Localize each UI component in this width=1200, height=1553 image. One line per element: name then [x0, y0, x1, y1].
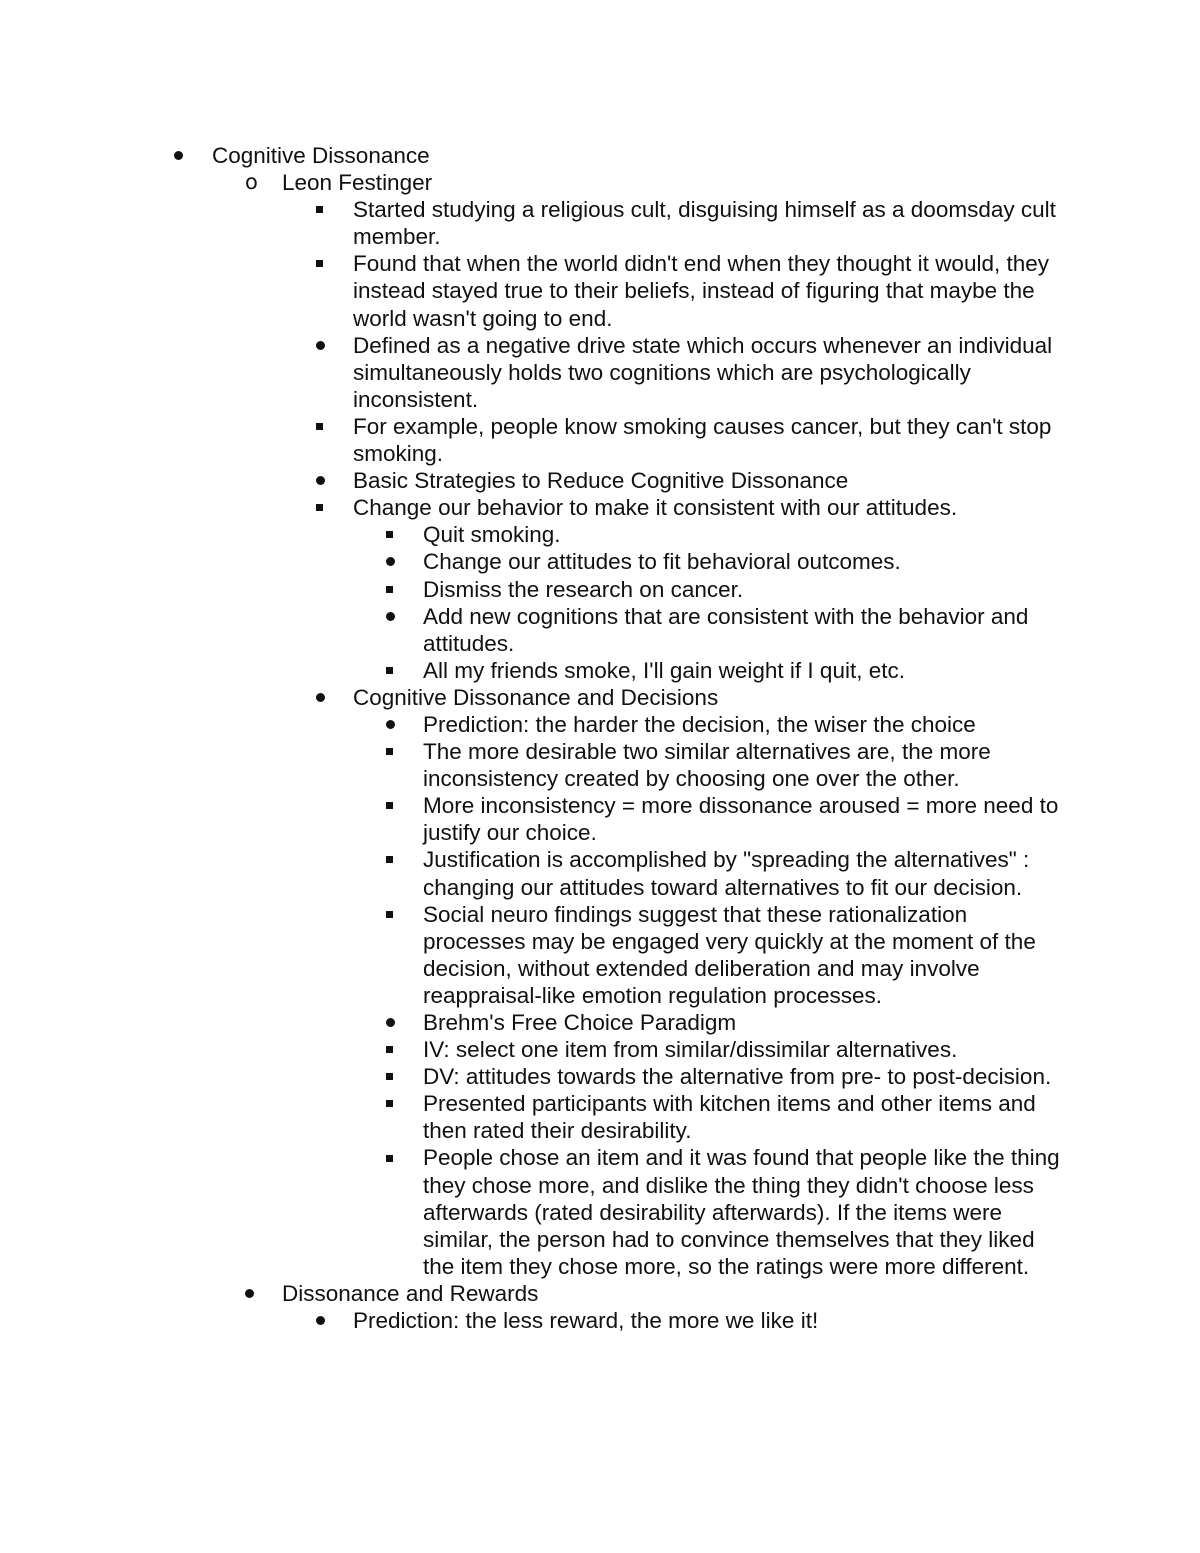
outline-item — [0, 1090, 1068, 1144]
outline-item — [0, 684, 1065, 711]
outline-item — [0, 1009, 1068, 1036]
disc-bullet-icon — [245, 1280, 254, 1307]
disc-bullet-icon — [174, 142, 183, 169]
outline-item — [0, 576, 1068, 603]
outline-item — [0, 250, 1065, 331]
outline-item-text: Justification is accomplished by "spreading the alternatives" : changing our attitudes toward alternatives to fit our decision. — [423, 847, 1030, 900]
square-bullet-icon — [386, 1063, 393, 1090]
square-bullet-icon — [386, 792, 393, 819]
disc-bullet-icon — [316, 684, 325, 711]
outline-item — [0, 1036, 1068, 1063]
square-bullet-icon — [316, 250, 323, 277]
square-bullet-icon — [386, 738, 393, 765]
disc-bullet-icon — [386, 711, 395, 738]
square-bullet-icon — [386, 1036, 393, 1063]
outline-item — [0, 846, 1068, 900]
square-bullet-icon — [386, 521, 393, 548]
outline-item-text: Prediction: the less reward, the more we like it! — [353, 1308, 819, 1334]
outline-item-text: Quit smoking. — [423, 522, 561, 548]
outline-item — [0, 169, 1072, 196]
outline-item — [0, 494, 1065, 521]
outline-item — [0, 142, 1072, 169]
square-bullet-icon — [386, 846, 393, 873]
outline-item — [0, 548, 1068, 575]
square-bullet-icon — [386, 576, 393, 603]
outline-item-text: Brehm's Free Choice Paradigm — [423, 1010, 737, 1035]
outline-item-text: More inconsistency = more dissonance aroused = more need to justify our choice. — [423, 793, 1059, 846]
outline-item-text: DV: attitudes towards the alternative from pre- to post-decision. — [423, 1064, 1052, 1090]
outline-item-text: Prediction: the harder the decision, the wiser the choice — [423, 711, 976, 737]
square-bullet-icon — [386, 657, 393, 684]
disc-bullet-icon — [386, 1009, 395, 1036]
outline-item-text: Add new cognitions that are consistent with the behavior and attitudes. — [423, 603, 1029, 656]
disc-bullet-icon — [386, 603, 395, 630]
outline-item — [0, 1144, 1068, 1279]
outline-item-text: Started studying a religious cult, disguising himself as a doomsday cult member. — [353, 197, 1056, 250]
outline-item-text: Basic Strategies to Reduce Cognitive Dissonance — [353, 468, 849, 494]
outline-item-text: All my friends smoke, I'll gain weight if I quit, etc. — [423, 657, 905, 683]
outline-item — [0, 196, 1065, 250]
outline-item-text: Dismiss the research on cancer. — [423, 576, 744, 602]
outline-item-text: Found that when the world didn't end when they thought it would, they instead stayed true to their beliefs, instead of figuring that maybe the world wasn't going to end. — [353, 251, 1050, 331]
outline-item-text: Cognitive Dissonance and Decisions — [353, 684, 719, 710]
outline-item — [0, 738, 1068, 792]
square-bullet-icon — [316, 413, 323, 440]
square-bullet-icon — [316, 494, 323, 521]
outline-item-text: For example, people know smoking causes cancer, but they can't stop smoking. — [353, 413, 1052, 467]
outline-item — [0, 1280, 1072, 1307]
outline-item — [0, 711, 1068, 738]
notes-outline — [0, 142, 1200, 1334]
square-bullet-icon — [386, 1090, 393, 1117]
square-bullet-icon — [386, 1144, 393, 1171]
outline-item-text: Presented participants with kitchen items and other items and then rated their desirability. — [423, 1091, 1036, 1144]
square-bullet-icon — [386, 901, 393, 928]
outline-item-text: Change our attitudes to fit behavioral outcomes. — [423, 549, 901, 575]
disc-bullet-icon — [316, 1307, 325, 1334]
circle-bullet-icon — [245, 169, 258, 196]
outline-item-text: Change our behavior to make it consistent with our attitudes. — [353, 495, 958, 521]
outline-item — [0, 657, 1068, 684]
outline-item — [0, 901, 1068, 1009]
disc-bullet-icon — [316, 467, 325, 494]
outline-item — [0, 1063, 1068, 1090]
outline-item-text: Social neuro findings suggest that these rationalization processes may be engaged very quickly at the moment of the decision, without extended deliberation and may involve reappraisal-like emotion regulation processes. — [423, 901, 1036, 1008]
outline-item-text: The more desirable two similar alternatives are, the more inconsistency created by choosing one over the other. — [423, 739, 991, 792]
outline-item-text: Dissonance and Rewards — [282, 1280, 539, 1306]
outline-item — [0, 332, 1065, 413]
square-bullet-icon — [316, 196, 323, 223]
outline-item-text: Leon Festinger — [282, 170, 433, 196]
outline-item — [0, 603, 1068, 657]
disc-bullet-icon — [316, 332, 325, 359]
outline-item — [0, 792, 1068, 846]
outline-item — [0, 1307, 1065, 1334]
outline-item — [0, 413, 1065, 467]
disc-bullet-icon — [386, 548, 395, 575]
outline-item — [0, 467, 1065, 494]
outline-item-text: IV: select one item from similar/dissimilar alternatives. — [423, 1037, 958, 1063]
outline-item-text: People chose an item and it was found that people like the thing they chose more, and dislike the thing they didn't choose less afterwards (rated desirability afterwards). If the items were similar, the person had to convince themselves that they liked the item they chose more, so the ratings were more different. — [423, 1145, 1060, 1279]
outline-item-text: Defined as a negative drive state which occurs whenever an individual simultaneously holds two cognitions which are psychologically inconsistent. — [353, 332, 1053, 412]
outline-item — [0, 521, 1068, 548]
outline-item-text: Cognitive Dissonance — [212, 143, 430, 168]
